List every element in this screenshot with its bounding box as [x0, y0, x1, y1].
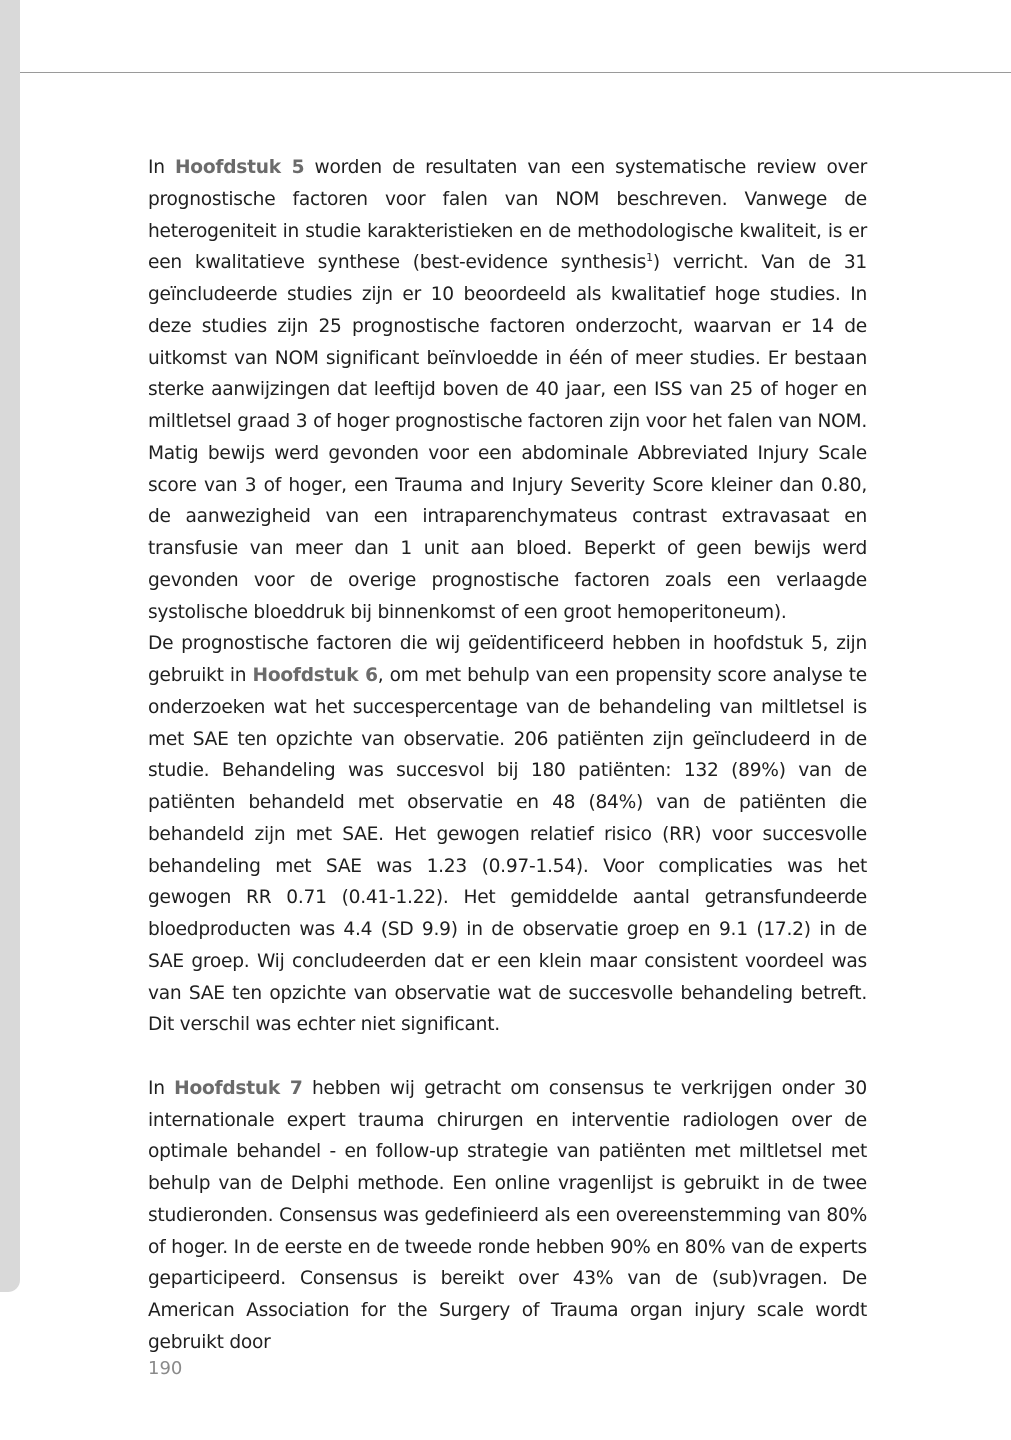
chapter-reference-7: Hoofdstuk 7: [174, 1077, 303, 1099]
paragraph-hoofdstuk-7: In Hoofdstuk 7 hebben wij getracht om consensus te verkrijgen onder 30 internationale expert trauma chirurgen en interventie radiologen over de optimale behandel - en follow-up strategie van patiënten met miltletsel met behulp van de Delphi methode. Een online vragenlijst is gebruikt in de twee studieronden. Consensus was gedefinieerd als een overeenstemming van 80% of hoger. In de eerste en de tweede ronde hebben 90% en 80% van de experts geparticipeerd. Consensus is bereikt over 43% van de (sub)vragen. De American Association for the Surgery of Trauma organ injury scale wordt gebruikt door: [148, 1077, 867, 1353]
side-tab: [0, 0, 20, 1292]
paragraph-hoofdstuk-5: In Hoofdstuk 5 worden de resultaten van een systematische review over prognostische factoren voor falen van NOM beschreven. Vanwege de heterogeniteit in studie karakteristieken en de methodologische kwaliteit, is er een kwalitatieve synthese (best-evidence synthesis$^1$) verricht. Van de 31 geïncludeerde studies zijn er 10 beoordeeld als kwalitatief hoge studies. In deze studies zijn 25 prognostische factoren onderzocht, waarvan er 14 de uitkomst van NOM significant beïnvloedde in één of meer studies. Er bestaan sterke aanwijzingen dat leeftijd boven de 40 jaar, een ISS van 25 of hoger en miltletsel graad 3 of hoger prognostische factoren zijn voor het falen van NOM. Matig bewijs werd gevonden voor een abdominale Abbreviated Injury Scale score van 3 of hoger, een Trauma and Injury Severity Score kleiner dan 0.80, de aanwezigheid van een intraparenchymateus contrast extravasaat en transfusie van meer dan 1 unit aan bloed. Beperkt of geen bewijs werd gevonden voor de overige prognostische factoren zoals een verlaagde systolische bloeddruk bij binnenkomst of een groot hemoperitoneum).: [148, 157, 867, 623]
footnote-marker: 1: [646, 251, 653, 265]
paragraph-hoofdstuk-6: De prognostische factoren die wij geïdentificeerd hebben in hoofdstuk 5, zijn gebruikt in Hoofdstuk 6, om met behulp van een propensity score analyse te onderzoeken wat het succespercentage van de behandeling van miltletsel is met SAE ten opzichte van observatie. 206 patiënten zijn geïncludeerd in de studie. Behandeling was succesvol bij 180 patiënten: 132 (89%) van de patiënten behandeld met observatie en 48 (84%) van de patiënten die behandeld zijn met SAE. Het gewogen relatief risico (RR) voor succesvolle behandeling met SAE was 1.23 (0.97-1.54). Voor complicaties was het gewogen RR 0.71 (0.41-1.22). Het gemiddelde aantal getransfundeerde bloedproducten was 4.4 (SD 9.9) in de observatie groep en 9.1 (17.2) in de SAE groep. Wij concludeerden dat er een klein maar consistent voordeel was van SAE ten opzichte van observatie wat de succesvolle behandeling betreft. Dit verschil was echter niet significant.: [148, 633, 867, 1036]
header-rule: [20, 72, 1011, 73]
page-number: 190: [148, 1358, 183, 1379]
chapter-reference-5: Hoofdstuk 5: [175, 157, 305, 178]
chapter-reference-6: Hoofdstuk 6: [252, 665, 378, 686]
body-text: [148, 152, 867, 1359]
